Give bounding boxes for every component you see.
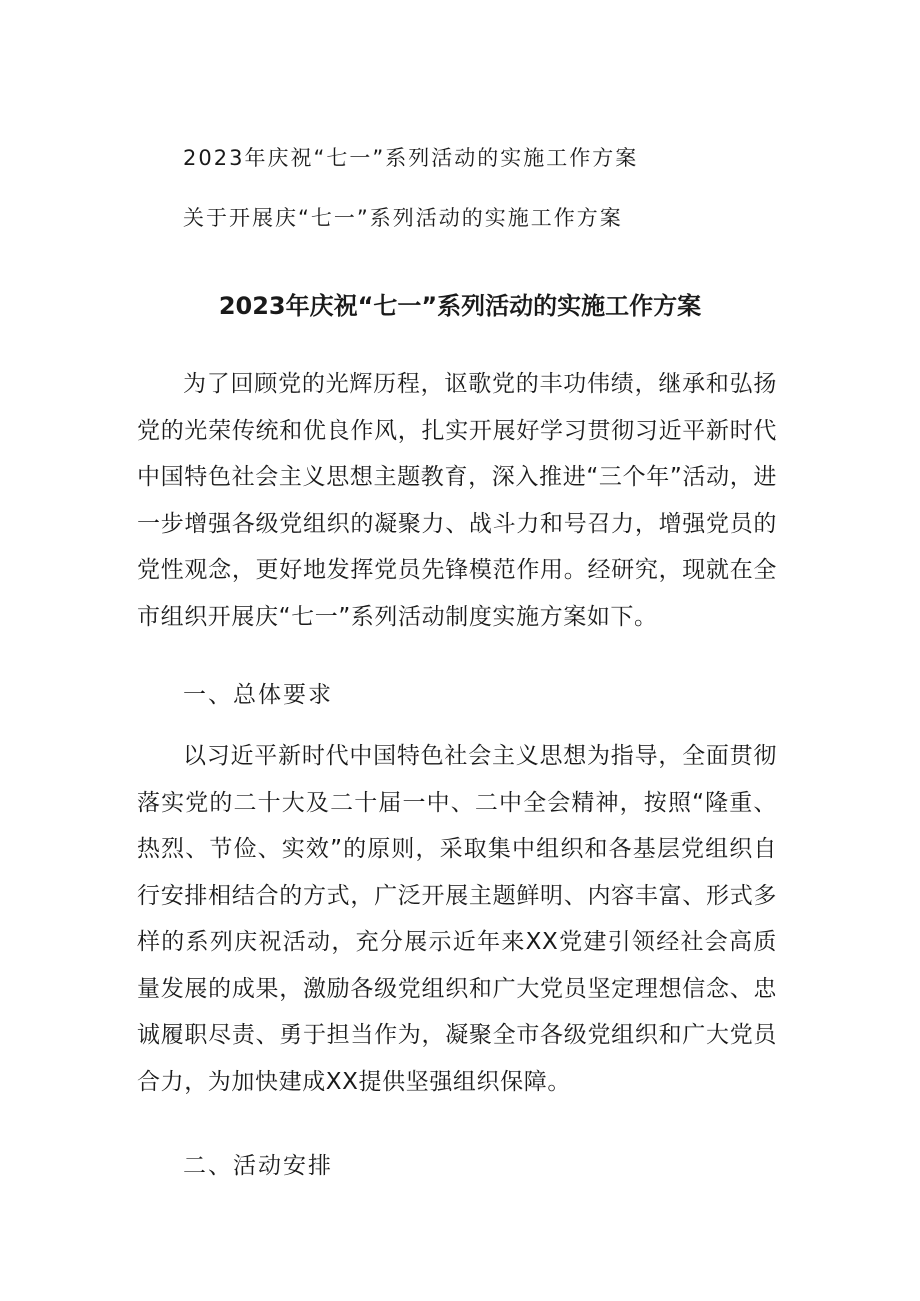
toc-line-1: 2023年庆祝“七一”系列活动的实施工作方案 [183, 146, 639, 170]
intro-paragraph: 为了回顾党的光辉历程，讴歌党的丰功伟绩，继承和弘扬党的光荣传统和优良作风，扎实开展好学习贯彻习近平新时代中国特色社会主义思想主题教育，深入推进“三个年”活动，进一步增强各级党组织的凝聚力、战斗力和号召力，增强党员的党性观念，更好地发挥党员先锋模范作用。经研究，现就在全市组织开展庆“七一”系列活动制度实施方案如下。 [137, 371, 777, 630]
section-1-paragraph: 以习近平新时代中国特色社会主义思想为指导，全面贯彻落实党的二十大及二十届一中、二中全会精神，按照“隆重、热烈、节俭、实效”的原则，采取集中组织和各基层党组织自行安排相结合的方式，广泛开展主题鲜明、内容丰富、形式多样的系列庆祝活动，充分展示近年来XX党建引领经社会高质量发展的成果，激励各级党组织和广大党员坚定理想信念、忠诚履职尽责、勇于担当作为，凝聚全市各级党组织和广大党员合力，为加快建成XX提供坚强组织保障。 [137, 743, 777, 1095]
toc-line-2: 关于开展庆“七一”系列活动的实施工作方案 [183, 206, 623, 230]
section-heading-2: 二、活动安排 [183, 1153, 333, 1179]
section-heading-1: 一、总体要求 [183, 682, 333, 708]
document-title: 2023年庆祝“七一”系列活动的实施工作方案 [218, 292, 702, 320]
